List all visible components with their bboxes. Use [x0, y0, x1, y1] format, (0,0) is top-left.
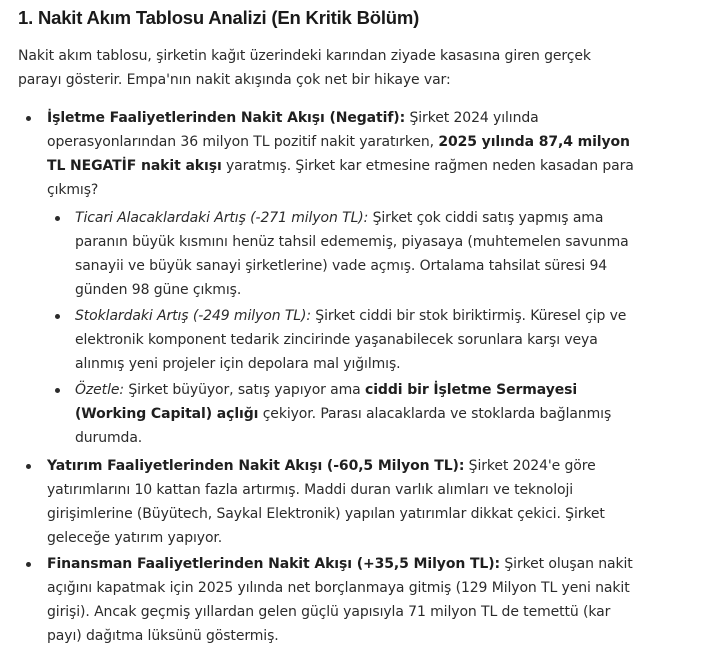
intro-paragraph: Nakit akım tablosu, şirketin kağıt üzerindeki karından ziyade kasasına giren gerçek parayı gösterir. Empa'nın nakit akışında çok net bir hikaye var:	[18, 48, 591, 88]
list-item-investing-cash-flow	[18, 454, 647, 550]
operating-cash-flow-sublist	[47, 206, 647, 450]
analysis-list	[18, 106, 694, 648]
sublist-item-receivables	[47, 206, 650, 302]
inventory-label: Stoklardaki Artış (-249 milyon TL):	[75, 308, 311, 324]
operating-cash-flow-title: İşletme Faaliyetlerinden Nakit Akışı (Negatif):	[47, 110, 406, 126]
receivables-label: Ticari Alacaklardaki Artış (-271 milyon TL):	[75, 210, 369, 226]
financing-cash-flow-text: Şirket oluşan nakit açığını kapatmak için 2025 yılında net borçlanmaya gitmiş (129 Milyon TL yeni nakit girişi). Ancak geçmiş yıllardan gelen güçlü yapısıyla 71 milyon TL de temettü (kar payı) dağıtma lüksünü göstermiş.	[47, 556, 633, 644]
operating-cash-flow-text-a: Şirket 2024 yılında operasyonlarından 36 milyon TL pozitif nakit yaratırken,	[47, 110, 539, 150]
investing-cash-flow-title: Yatırım Faaliyetlerinden Nakit Akışı (-60,5 Milyon TL):	[47, 458, 465, 474]
receivables-text: Şirket çok ciddi satış yapmış ama paranın büyük kısmını henüz tahsil edememiş, piyasaya (muhtemelen savunma sanayii ve büyük sanayi şirketlerine) vade açmış. Ortalama tahsilat süresi 94 günden 98 güne çıkmış.	[75, 210, 629, 298]
summary-text-c: çekiyor. Parası alacaklarda ve stoklarda bağlanmış durumda.	[75, 406, 612, 446]
sublist-item-inventory	[47, 304, 650, 376]
summary-text-a: Şirket büyüyor, satış yapıyor ama	[124, 382, 366, 398]
operating-cash-flow-text-c: yaratmış. Şirket kar etmesine rağmen neden kasadan para çıkmış?	[47, 158, 634, 198]
financing-cash-flow-title: Finansman Faaliyetlerinden Nakit Akışı (+35,5 Milyon TL):	[47, 556, 501, 572]
summary-highlight: ciddi bir İşletme Sermayesi (Working Capital) açlığı	[75, 382, 578, 422]
document	[18, 6, 694, 650]
section-heading: 1. Nakit Akım Tablosu Analizi (En Kritik Bölüm)	[18, 7, 420, 28]
list-item-operating-cash-flow	[18, 106, 647, 450]
summary-label: Özetle:	[75, 382, 124, 398]
investing-cash-flow-text: Şirket 2024'e göre yatırımlarını 10 kattan fazla artırmış. Maddi duran varlık alımları ve teknoloji girişimlerine (Büyütech, Saykal Elektronik) yapılan yatırımlar dikkat çekici. Şirket geleceğe yatırım yapıyor.	[47, 458, 605, 546]
inventory-text: Şirket ciddi bir stok biriktirmiş. Küresel çip ve elektronik komponent tedarik zincirinde yaşanabilecek sorunlara karşı veya alınmış yeni projeler için depolara mal yığılmış.	[75, 308, 627, 372]
sublist-item-summary	[47, 378, 650, 450]
operating-cash-flow-highlight: 2025 yılında 87,4 milyon TL NEGATİF nakit akışı	[47, 134, 630, 174]
list-item-financing-cash-flow	[18, 552, 647, 648]
